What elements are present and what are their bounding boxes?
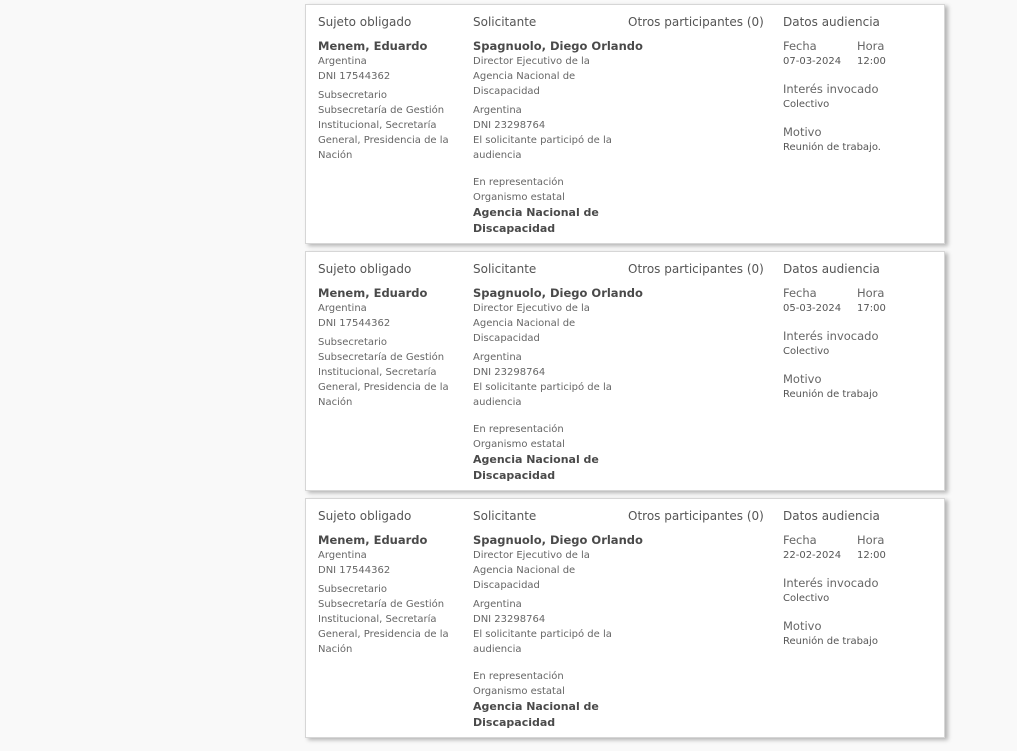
organismo-name: Agencia Nacional de <box>473 453 599 466</box>
hora-value: 12:00 <box>857 56 886 67</box>
sujeto-name: Menem, Eduardo <box>318 39 428 53</box>
motivo-value: Reunión de trabajo <box>783 389 878 400</box>
sujeto-cargo-line: Institucional, Secretaría <box>318 120 437 131</box>
solicitante-column <box>473 509 643 731</box>
en-representacion-label: En representación <box>473 177 564 188</box>
audiencia-card <box>305 498 945 738</box>
sujeto-cargo-line: Institucional, Secretaría <box>318 614 437 625</box>
interes-value: Colectivo <box>783 99 830 110</box>
interes-value: Colectivo <box>783 593 830 604</box>
datos-audiencia-column <box>783 262 933 415</box>
solicitante-participo: audiencia <box>473 150 522 161</box>
organismo-name: Agencia Nacional de <box>473 206 599 219</box>
sujeto-obligado-column <box>318 509 463 657</box>
sujeto-cargo-line: Subsecretario <box>318 584 387 595</box>
sujeto-dni: DNI 17544362 <box>318 318 391 329</box>
solicitante-cargo-line: Agencia Nacional de <box>473 318 576 329</box>
solicitante-dni: DNI 23298764 <box>473 614 546 625</box>
solicitante-cargo-line: Discapacidad <box>473 86 540 97</box>
sujeto-cargo-line: Nación <box>318 397 353 408</box>
organismo-name: Agencia Nacional de <box>473 700 599 713</box>
sujeto-cargo-line: Subsecretario <box>318 90 387 101</box>
sujeto-cargo-line: Institucional, Secretaría <box>318 367 437 378</box>
hora-label: Hora <box>857 286 885 300</box>
sujeto-obligado-header: Sujeto obligado <box>318 262 412 276</box>
sujeto-country: Argentina <box>318 550 367 561</box>
motivo-label: Motivo <box>783 125 822 139</box>
sujeto-cargo-line: Subsecretaría de Gestión <box>318 105 445 116</box>
datos-audiencia-header: Datos audiencia <box>783 509 880 523</box>
sujeto-name: Menem, Eduardo <box>318 286 428 300</box>
solicitante-dni: DNI 23298764 <box>473 367 546 378</box>
fecha-label: Fecha <box>783 39 817 53</box>
interes-label: Interés invocado <box>783 576 879 590</box>
solicitante-participo: audiencia <box>473 644 522 655</box>
solicitante-participo: El solicitante participó de la <box>473 135 612 146</box>
datos-audiencia-column <box>783 509 933 662</box>
motivo <box>783 372 933 402</box>
fecha-value: 07-03-2024 <box>783 56 842 67</box>
motivo <box>783 125 933 155</box>
solicitante-country: Argentina <box>473 352 522 363</box>
sujeto-obligado-column <box>318 262 463 410</box>
otros-participantes-header: Otros participantes (0) <box>628 262 764 276</box>
sujeto-cargo-line: General, Presidencia de la <box>318 629 449 640</box>
sujeto-dni: DNI 17544362 <box>318 71 391 82</box>
solicitante-tipo: Organismo estatal <box>473 439 565 450</box>
hora-label: Hora <box>857 39 885 53</box>
datos-audiencia-header: Datos audiencia <box>783 15 880 29</box>
sujeto-cargo <box>318 582 463 657</box>
solicitante-name: Spagnuolo, Diego Orlando <box>473 533 643 547</box>
fecha-hora <box>783 533 933 563</box>
solicitante-cargo-line: Director Ejecutivo de la <box>473 56 590 67</box>
fecha-value: 22-02-2024 <box>783 550 842 561</box>
sujeto-cargo-line: Nación <box>318 150 353 161</box>
sujeto-cargo-line: Subsecretaría de Gestión <box>318 352 445 363</box>
solicitante-name: Spagnuolo, Diego Orlando <box>473 286 643 300</box>
audiencias-list <box>305 4 945 745</box>
otros-participantes-column <box>628 509 773 533</box>
solicitante-participo: El solicitante participó de la <box>473 382 612 393</box>
audiencia-card <box>305 4 945 244</box>
solicitante-column <box>473 15 643 237</box>
solicitante-cargo-line: Director Ejecutivo de la <box>473 303 590 314</box>
otros-participantes-header: Otros participantes (0) <box>628 509 764 523</box>
sujeto-cargo-line: Subsecretario <box>318 337 387 348</box>
fecha-label: Fecha <box>783 533 817 547</box>
solicitante-cargo-line: Discapacidad <box>473 580 540 591</box>
sujeto-country: Argentina <box>318 56 367 67</box>
hora-value: 12:00 <box>857 550 886 561</box>
solicitante-header: Solicitante <box>473 262 537 276</box>
motivo-value: Reunión de trabajo. <box>783 142 881 153</box>
sujeto-cargo-line: General, Presidencia de la <box>318 135 449 146</box>
organismo-name: Discapacidad <box>473 716 556 729</box>
sujeto-country: Argentina <box>318 303 367 314</box>
sujeto-obligado-header: Sujeto obligado <box>318 15 412 29</box>
motivo-label: Motivo <box>783 372 822 386</box>
motivo-value: Reunión de trabajo <box>783 636 878 647</box>
interes-label: Interés invocado <box>783 82 879 96</box>
organismo-name: Discapacidad <box>473 222 556 235</box>
solicitante-cargo-line: Director Ejecutivo de la <box>473 550 590 561</box>
fecha-hora <box>783 286 933 316</box>
solicitante-participo: audiencia <box>473 397 522 408</box>
otros-participantes-header: Otros participantes (0) <box>628 15 764 29</box>
datos-audiencia-header: Datos audiencia <box>783 262 880 276</box>
sujeto-obligado-column <box>318 15 463 163</box>
motivo <box>783 619 933 649</box>
solicitante-cargo-line: Agencia Nacional de <box>473 71 576 82</box>
interes-invocado <box>783 82 933 112</box>
solicitante-name: Spagnuolo, Diego Orlando <box>473 39 643 53</box>
otros-participantes-column <box>628 15 773 39</box>
interes-label: Interés invocado <box>783 329 879 343</box>
solicitante-participo: El solicitante participó de la <box>473 629 612 640</box>
solicitante-cargo-line: Agencia Nacional de <box>473 565 576 576</box>
organismo-name: Discapacidad <box>473 469 556 482</box>
fecha-value: 05-03-2024 <box>783 303 842 314</box>
sujeto-dni: DNI 17544362 <box>318 565 391 576</box>
solicitante-header: Solicitante <box>473 509 537 523</box>
hora-value: 17:00 <box>857 303 886 314</box>
audiencia-card <box>305 251 945 491</box>
solicitante-tipo: Organismo estatal <box>473 686 565 697</box>
datos-audiencia-column <box>783 15 933 168</box>
sujeto-cargo-line: Subsecretaría de Gestión <box>318 599 445 610</box>
otros-participantes-column <box>628 262 773 286</box>
solicitante-header: Solicitante <box>473 15 537 29</box>
en-representacion-label: En representación <box>473 671 564 682</box>
solicitante-cargo-line: Discapacidad <box>473 333 540 344</box>
motivo-label: Motivo <box>783 619 822 633</box>
sujeto-cargo-line: General, Presidencia de la <box>318 382 449 393</box>
solicitante-country: Argentina <box>473 105 522 116</box>
fecha-hora <box>783 39 933 69</box>
solicitante-tipo: Organismo estatal <box>473 192 565 203</box>
fecha-label: Fecha <box>783 286 817 300</box>
interes-invocado <box>783 576 933 606</box>
sujeto-name: Menem, Eduardo <box>318 533 428 547</box>
sujeto-cargo <box>318 335 463 410</box>
interes-value: Colectivo <box>783 346 830 357</box>
sujeto-cargo-line: Nación <box>318 644 353 655</box>
en-representacion-label: En representación <box>473 424 564 435</box>
solicitante-dni: DNI 23298764 <box>473 120 546 131</box>
interes-invocado <box>783 329 933 359</box>
solicitante-column <box>473 262 643 484</box>
sujeto-obligado-header: Sujeto obligado <box>318 509 412 523</box>
solicitante-country: Argentina <box>473 599 522 610</box>
hora-label: Hora <box>857 533 885 547</box>
sujeto-cargo <box>318 88 463 163</box>
